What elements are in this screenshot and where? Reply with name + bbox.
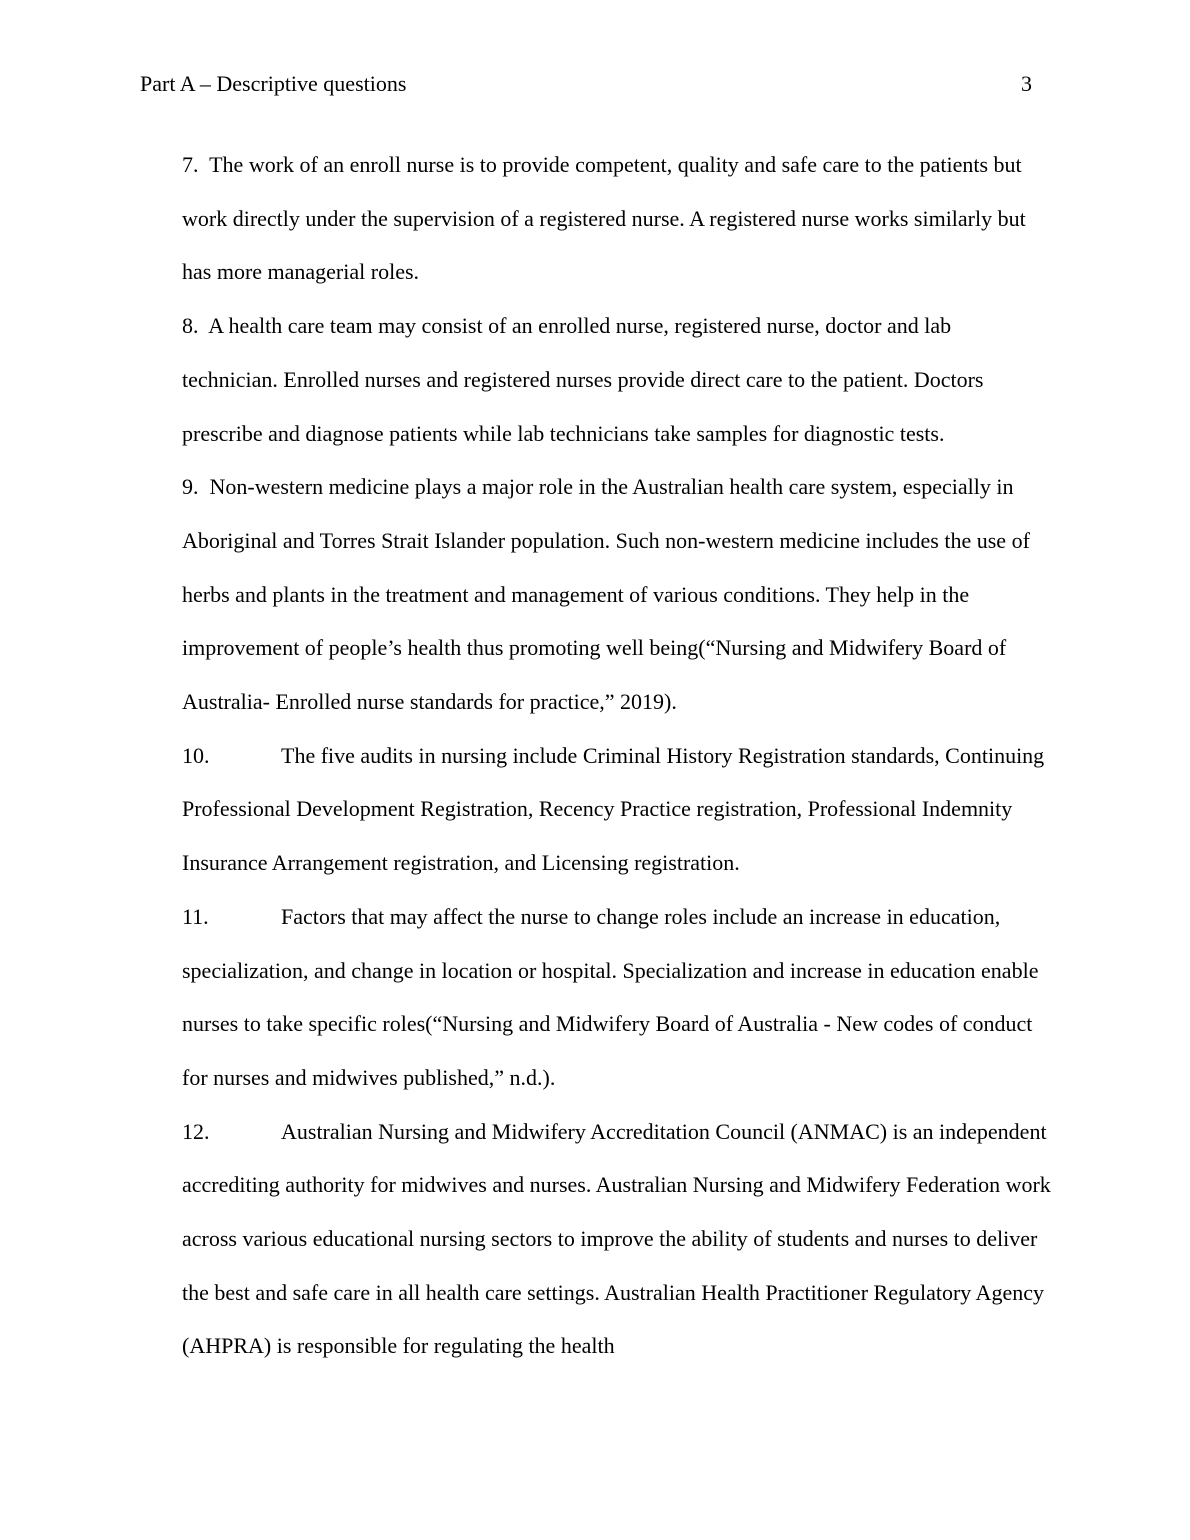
- item-number: 9.: [182, 474, 204, 500]
- item-text: Factors that may affect the nurse to change roles include an increase in education, specialization, and change in location or hospital. Specialization and increase in education enable nurses to take specific roles(“Nursing and Midwifery Board of Australia - New codes of conduct for nurses and midwives published,” n.d.).: [182, 903, 1039, 1090]
- item-text: A health care team may consist of an enrolled nurse, registered nurse, doctor and lab technician. Enrolled nurses and registered nurses provide direct care to the patient. Doctors prescribe and diagnose patients while lab technicians take samples for diagnostic tests.: [182, 313, 984, 446]
- item-number: 11.: [182, 903, 209, 929]
- item-text: Australian Nursing and Midwifery Accreditation Council (ANMAC) is an independent accrediting authority for midwives and nurses. Australian Nursing and Midwifery Federation work across various educational nursing sectors to improve the ability of students and nurses to deliver the best and safe care in all health care settings. Australian Health Practitioner Regulatory Agency (AHPRA) is responsible for regulating the health: [182, 1118, 1051, 1359]
- answer-item-10: [182, 729, 1052, 890]
- running-header: [140, 70, 1032, 100]
- answer-item-9: [182, 460, 1052, 729]
- answer-item-11: [182, 890, 1052, 1105]
- header-title: Part A – Descriptive questions: [140, 71, 407, 96]
- item-text: The five audits in nursing include Criminal History Registration standards, Continuing Professional Development Registration, Recency Practice registration, Professional Indemnity Insurance Arrangement registration, and Licensing registration.: [182, 742, 1045, 876]
- item-number: 7.: [182, 152, 204, 177]
- item-text: The work of an enroll nurse is to provide competent, quality and safe care to the patients but work directly under the supervision of a registered nurse. A registered nurse works similarly but has more managerial roles.: [182, 152, 1026, 285]
- item-number: 12.: [182, 1118, 210, 1144]
- answer-item-8: [182, 299, 1052, 460]
- item-number: 8.: [182, 313, 204, 339]
- document-body: [182, 138, 1052, 1373]
- answer-item-7: [182, 138, 1052, 299]
- item-text: Non-western medicine plays a major role in the Australian health care system, especially in Aboriginal and Torres Strait Islander population. Such non-western medicine includes the use of herbs and plants in the treatment and management of various conditions. They help in the improvement of people’s health thus promoting well being(“Nursing and Midwifery Board of Australia- Enrolled nurse standards for practice,” 2019).: [182, 474, 1030, 715]
- item-number: 10.: [182, 742, 210, 768]
- page-number: 3: [1021, 71, 1032, 96]
- answer-item-12: [182, 1105, 1052, 1374]
